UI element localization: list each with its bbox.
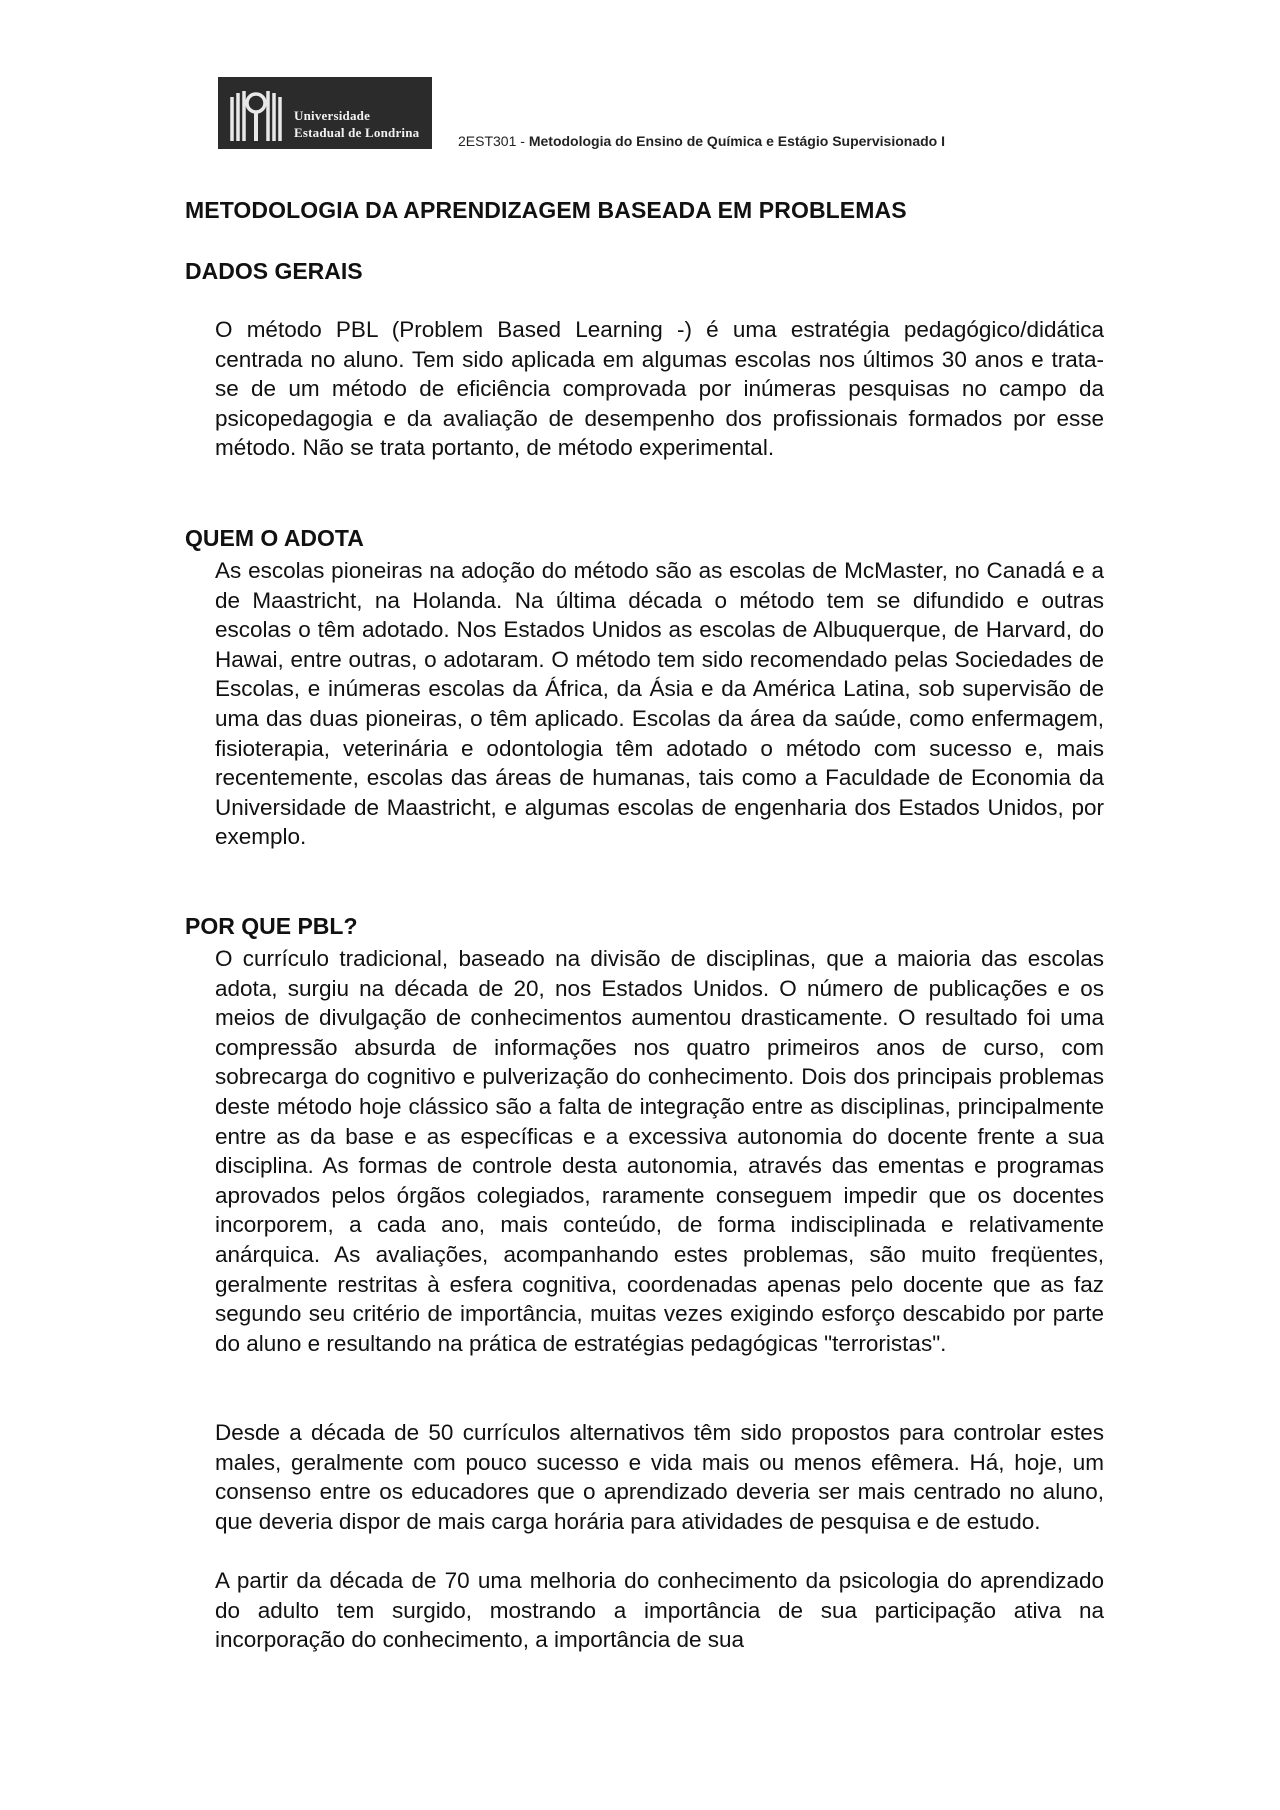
paragraph-por-que-pbl-2: Desde a década de 50 currículos alternativos têm sido propostos para controlar estes males, geralmente com pouco sucesso e vida mais ou menos efêmera. Há, hoje, um consenso entre os educadores que o aprendizado deveria ser mais centrado no aluno, que deveria dispor de mais carga horária para atividades de pesquisa e de estudo.: [215, 1420, 1104, 1534]
course-code: 2EST301 -: [458, 133, 529, 149]
section-heading-por-que-pbl: POR QUE PBL?: [185, 913, 358, 939]
logo-text: [294, 107, 419, 141]
section-heading-quem-o-adota: QUEM O ADOTA: [185, 525, 364, 551]
course-header: [458, 133, 945, 149]
section-heading-dados-gerais: DADOS GERAIS: [185, 258, 363, 284]
university-logo: [218, 77, 432, 149]
paragraph-quem-o-adota: As escolas pioneiras na adoção do método são as escolas de McMaster, no Canadá e a de Maastricht, na Holanda. Na última década o método tem se difundido e outras escolas o têm adotado. Nos Estados Unidos as escolas de Albuquerque, de Harvard, do Hawai, entre outras, o adotaram. O método tem sido recomendado pelas Sociedades de Escolas, e inúmeras escolas da África, da Ásia e da América Latina, sob supervisão de uma das duas pioneiras, o têm aplicado. Escolas da área da saúde, como enfermagem, fisioterapia, veterinária e odontologia têm adotado o método com sucesso e, mais recentemente, escolas das áreas de humanas, tais como a Faculdade de Economia da Universidade de Maastricht, e algumas escolas de engenharia dos Estados Unidos, por exemplo.: [215, 558, 1104, 850]
paragraph-dados-gerais: O método PBL (Problem Based Learning -) é uma estratégia pedagógico/didática centrada no aluno. Tem sido aplicada em algumas escolas nos últimos 30 anos e trata-se de um método de eficiência comprovada por inúmeras pesquisas no campo da psicopedagogia e da avaliação de desempenho dos profissionais formados por esse método. Não se trata portanto, de método experimental.: [215, 317, 1104, 461]
paragraph-por-que-pbl-3: A partir da década de 70 uma melhoria do conhecimento da psicologia do aprendizado do adulto tem surgido, mostrando a importância de sua participação ativa na incorporação do conhecimento, a importância de sua: [215, 1568, 1104, 1653]
university-emblem-icon: [226, 83, 286, 143]
document-title: METODOLOGIA DA APRENDIZAGEM BASEADA EM PROBLEMAS: [185, 197, 907, 223]
logo-line-1: Universidade: [294, 108, 371, 123]
paragraph-por-que-pbl-1: O currículo tradicional, baseado na divisão de disciplinas, que a maioria das escolas adota, surgiu na década de 20, nos Estados Unidos. O número de publicações e os meios de divulgação de conhecimentos aumentou drasticamente. O resultado foi uma compressão absurda de informações nos quatro primeiros anos de curso, com sobrecarga do cognitivo e pulverização do conhecimento. Dois dos principais problemas deste método hoje clássico são a falta de integração entre as disciplinas, principalmente entre as da base e as específicas e a excessiva autonomia do docente frente a sua disciplina. As formas de controle desta autonomia, através das ementas e programas aprovados pelos órgãos colegiados, raramente conseguem impedir que os docentes incorporem, a cada ano, mais conteúdo, de forma indisciplinada e relativamente anárquica. As avaliações, acompanhando estes problemas, são muito freqüentes, geralmente restritas à esfera cognitiva, coordenadas apenas pelo docente que as faz segundo seu critério de importância, muitas vezes exigindo esforço descabido por parte do aluno e resultando na prática de estratégias pedagógicas "terroristas".: [215, 946, 1104, 1356]
logo-line-2: Estadual de Londrina: [294, 125, 420, 140]
course-name: Metodologia do Ensino de Química e Estágio Supervisionado I: [528, 133, 945, 149]
